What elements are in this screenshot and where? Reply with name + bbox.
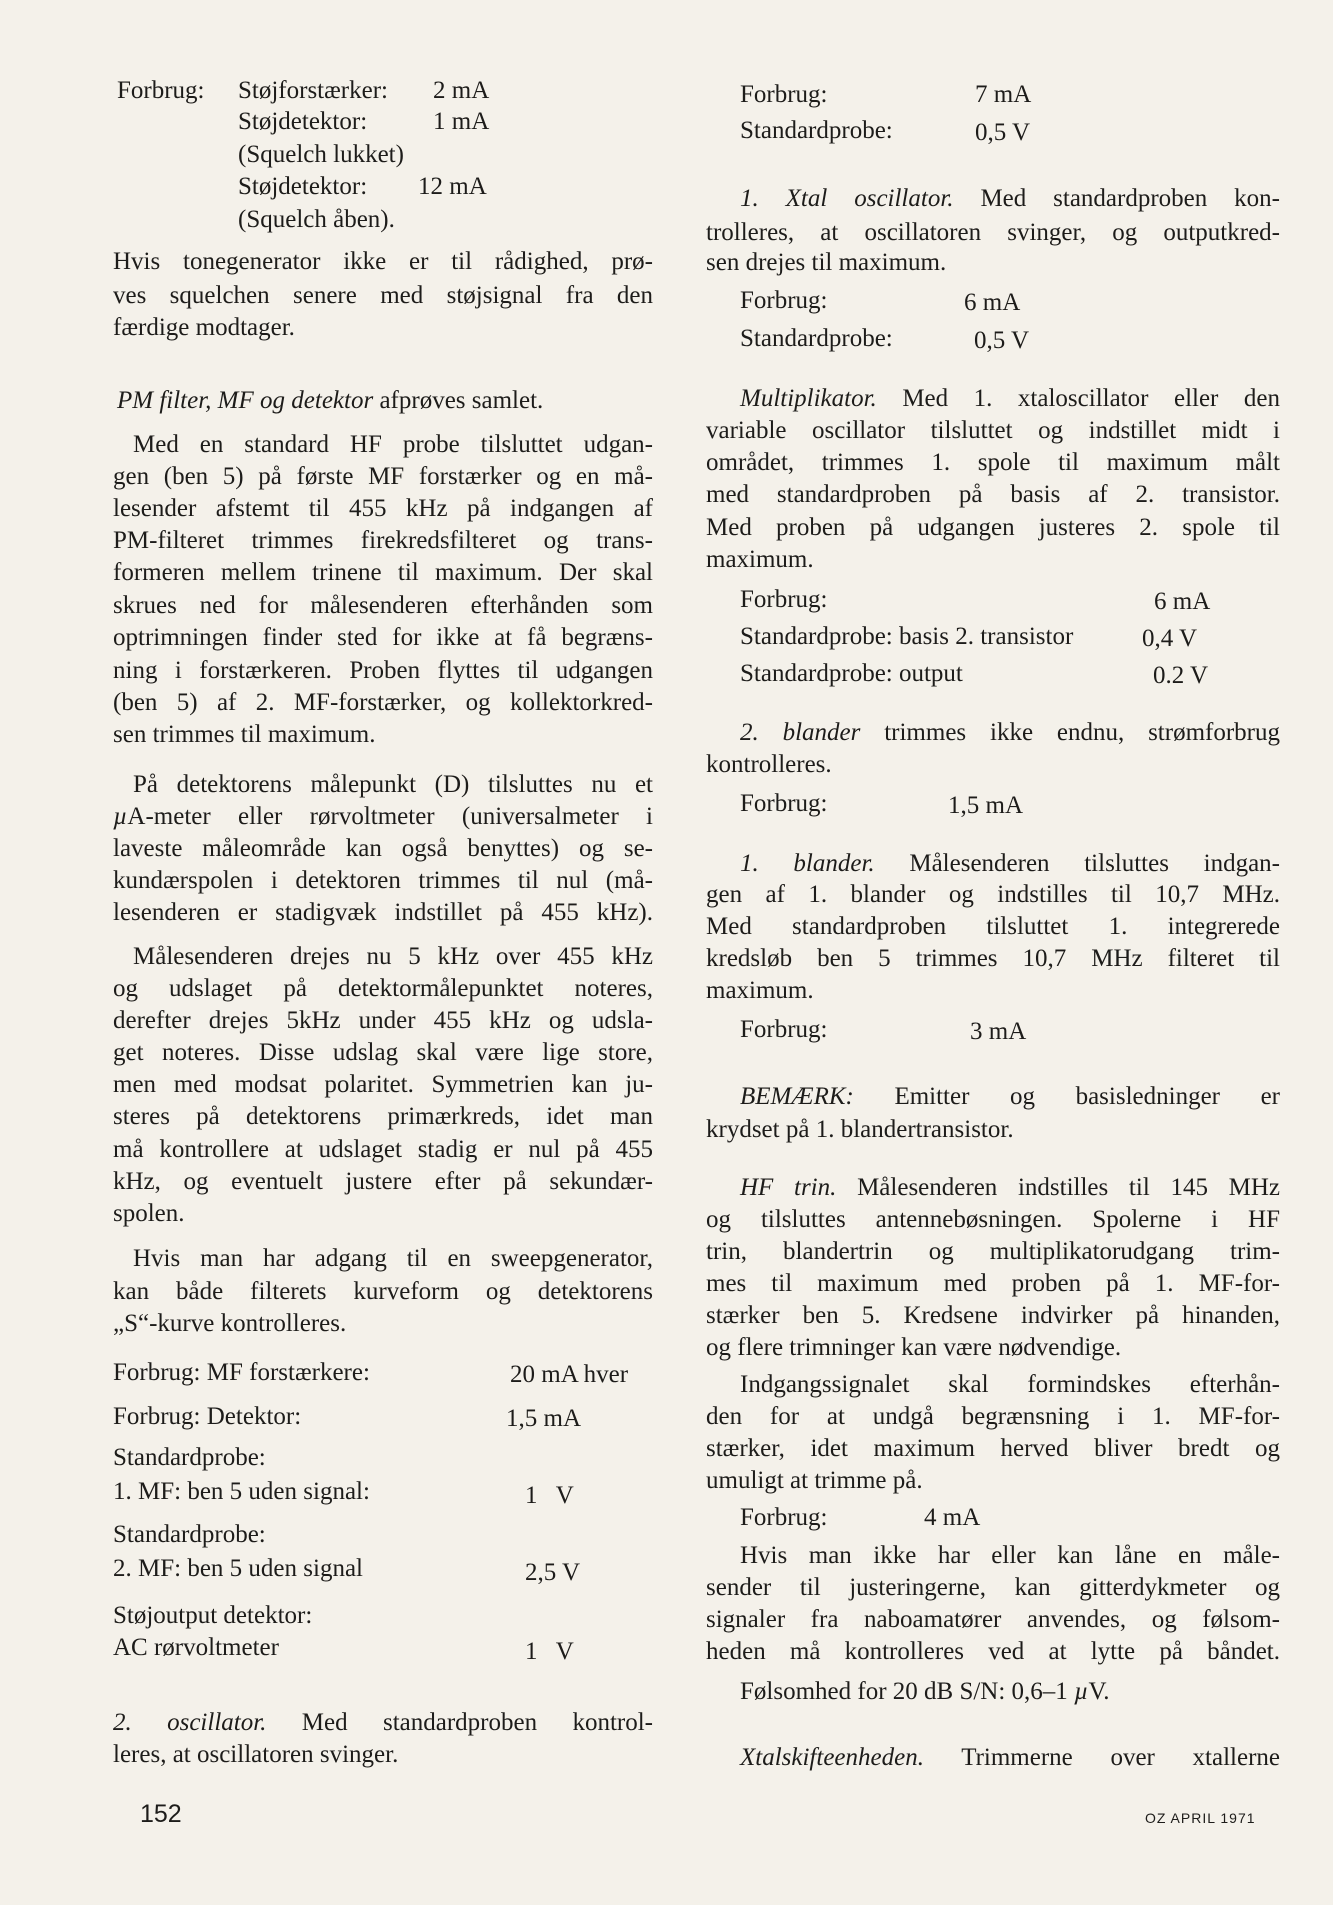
text-line: sender til justeringerne, kan gitterdykmeter og (706, 1574, 1280, 1601)
text-line: laveste måleområde kan også benyttes) og se- (113, 835, 653, 862)
text-line (706, 384, 1280, 414)
spec-value: 1 mA (433, 108, 490, 135)
text-line: kHz, og eventuelt justere efter på sekundær- (113, 1168, 653, 1195)
text-line: trin, blandertrin og multiplikatorudgang trim- (706, 1238, 1280, 1265)
text-line (113, 802, 653, 832)
text-line: På detektorens målepunkt (D) tilsluttes nu et (133, 771, 653, 798)
spec-item: Støjforstærker: (238, 77, 388, 104)
text-line (706, 1173, 1280, 1203)
section-title: Xtalskifteenheden. (740, 1744, 924, 1771)
consumption-label: Forbrug: (740, 1016, 828, 1043)
section-title: 2. blander (740, 719, 861, 746)
text-line (706, 849, 1280, 879)
spec-value: 3 mA (970, 1018, 1027, 1045)
text-line: kredsløb ben 5 trimmes 10,7 MHz filteret til (706, 945, 1280, 972)
spec-item: Støjdetektor: (238, 108, 368, 135)
section-title: PM filter, MF og detektor (117, 387, 374, 414)
text-line: Med en standard HF probe tilsluttet udgan- (133, 431, 653, 458)
micro-symbol: µ (1074, 1678, 1089, 1705)
table-heading: Standardprobe: (113, 1444, 266, 1471)
text-fragment: Trimmerne over xtallerne (961, 1744, 1280, 1771)
text-line (706, 1743, 1280, 1773)
text-line: maximum. (706, 977, 814, 1004)
table-value: 1 V (525, 1638, 574, 1665)
text-line: kan både filterets kurveform og detektorens (113, 1278, 653, 1305)
section-text: afprøves samlet. (379, 387, 544, 414)
section-title: 1. Xtal oscillator. (740, 185, 954, 212)
spec-value: 0.2 V (1153, 662, 1209, 689)
text-line: Målesenderen drejes nu 5 kHz over 455 kHz (133, 943, 653, 970)
consumption-label: Forbrug: (117, 77, 205, 104)
text-line: Hvis man ikke har eller kan låne en måle- (740, 1542, 1280, 1569)
text-line: stærker ben 5. Kredsene indvirker på hinanden, (706, 1302, 1280, 1329)
text-line: Indgangssignalet skal formindskes efterhån- (740, 1371, 1280, 1398)
text-line (113, 1708, 653, 1738)
table-label: Forbrug: MF forstærkere: (113, 1359, 370, 1386)
page-number: 152 (140, 1800, 182, 1828)
text-line: stærker, idet maximum herved bliver bredt og (706, 1435, 1280, 1462)
text-line: lesenderen er stadigvæk indstillet på 455 kHz). (113, 899, 653, 926)
text-line: Hvis man har adgang til en sweepgenerator, (133, 1245, 653, 1272)
consumption-label: Forbrug: (740, 287, 828, 314)
consumption-label: Forbrug: (740, 790, 828, 817)
consumption-label: Forbrug: (740, 586, 828, 613)
section-heading (117, 386, 543, 416)
text-line: gen (ben 5) på første MF forstærker og en må- (113, 463, 653, 490)
text-line (740, 1677, 1110, 1707)
text-line: maximum. (706, 546, 814, 573)
micro-symbol: µ (113, 803, 128, 830)
section-title: BEMÆRK: (740, 1083, 854, 1110)
text-line: lesender afstemt til 455 kHz på indgangen af (113, 495, 653, 522)
text-line (706, 718, 1280, 748)
text-line: spolen. (113, 1200, 185, 1227)
text-line: PM-filteret trimmes firekredsfilteret og trans- (113, 527, 653, 554)
text-line: (ben 5) af 2. MF-forstærker, og kollektorkred- (113, 689, 653, 716)
text-fragment: Målesenderen indstilles til 145 MHz (857, 1174, 1281, 1201)
text-line: skrues ned for målesenderen efterhånden som (113, 592, 653, 619)
text-line: Hvis tonegenerator ikke er til rådighed, prø- (113, 248, 653, 275)
spec-value: 0,4 V (1142, 625, 1198, 652)
text-fragment: Følsomhed for 20 dB S/N: 0,6–1 (740, 1678, 1068, 1705)
text-line: ves squelchen senere med støjsignal fra den (113, 282, 653, 309)
text-line: get noteres. Disse udslag skal være lige store, (113, 1039, 653, 1066)
text-line: Med standardproben tilsluttet 1. integrerede (706, 913, 1280, 940)
spec-item: Støjdetektor: (238, 173, 368, 200)
table-label: AC rørvoltmeter (113, 1634, 279, 1661)
text-line (706, 184, 1280, 214)
spec-value: 6 mA (964, 289, 1021, 316)
text-line: må kontrollere at udslaget stadig er nul på 455 (113, 1136, 653, 1163)
text-line: trolleres, at oscillatoren svinger, og outputkred- (706, 219, 1280, 246)
section-title: 1. blander. (740, 850, 875, 877)
consumption-label: Forbrug: (740, 1504, 828, 1531)
text-fragment: A-meter eller rørvoltmeter (universalmeter i (127, 803, 653, 830)
text-line: variable oscillator tilsluttet og indstillet midt i (706, 417, 1280, 444)
text-line: med standardproben på basis af 2. transistor. (706, 481, 1280, 508)
table-value: 20 mA hver (510, 1361, 629, 1388)
text-line: færdige modtager. (113, 314, 295, 341)
spec-label: Standardprobe: (740, 117, 893, 144)
text-line: kontrolleres. (706, 751, 832, 778)
text-line: steres på detektorens primærkreds, idet man (113, 1103, 653, 1130)
spec-value: 0,5 V (975, 119, 1031, 146)
table-heading: Standardprobe: (113, 1521, 266, 1548)
section-title: Multiplikator. (740, 385, 877, 412)
spec-value: 12 mA (418, 173, 487, 200)
text-line: Med proben på udgangen justeres 2. spole til (706, 514, 1280, 541)
spec-value: 0,5 V (974, 327, 1030, 354)
text-line: den for at undgå begrænsning i 1. MF-for- (706, 1403, 1280, 1430)
text-line: ning i forstærkeren. Proben flyttes til udgangen (113, 657, 653, 684)
text-fragment: Med standardproben kontrol- (301, 1709, 653, 1736)
text-line: og flere trimninger kan være nødvendige. (706, 1334, 1122, 1361)
table-value: 1,5 mA (506, 1405, 581, 1432)
table-heading: Støjoutput detektor: (113, 1602, 313, 1629)
text-fragment: Emitter og basisledninger er (894, 1083, 1280, 1110)
text-line: og udslaget på detektormålepunktet noteres, (113, 975, 653, 1002)
section-title: 2. oscillator. (113, 1709, 267, 1736)
section-title: HF trin. (740, 1174, 837, 1201)
text-line: derefter drejes 5kHz under 455 kHz og udsla- (113, 1007, 653, 1034)
text-fragment: Med 1. xtaloscillator eller den (902, 385, 1280, 412)
text-line: området, trimmes 1. spole til maximum målt (706, 449, 1280, 476)
text-line: men med modsat polaritet. Symmetrien kan ju- (113, 1071, 653, 1098)
text-line: formeren mellem trinene til maximum. Der skal (113, 559, 653, 586)
text-fragment: V. (1088, 1678, 1110, 1705)
spec-value: 6 mA (1154, 588, 1211, 615)
text-line: umuligt at trimme på. (706, 1467, 923, 1494)
table-value: 2,5 V (525, 1559, 581, 1586)
magazine-issue: OZ APRIL 1971 (1145, 1810, 1256, 1826)
text-line: mes til maximum med proben på 1. MF-for- (706, 1270, 1280, 1297)
text-line: krydset på 1. blandertransistor. (706, 1116, 1014, 1143)
table-label: Forbrug: Detektor: (113, 1403, 302, 1430)
text-line (706, 1082, 1280, 1112)
spec-label: Standardprobe: basis 2. transistor (740, 623, 1074, 650)
text-line: sen trimmes til maximum. (113, 721, 376, 748)
text-line: signaler fra naboamatører anvendes, og følsom- (706, 1606, 1280, 1633)
text-line: gen af 1. blander og indstilles til 10,7 MHz. (706, 881, 1280, 908)
consumption-label: Forbrug: (740, 81, 828, 108)
text-line: kundærspolen i detektoren trimmes til nul (må- (113, 867, 653, 894)
text-fragment: trimmes ikke endnu, strømforbrug (884, 719, 1280, 746)
text-line: optrimningen finder sted for ikke at få begræns- (113, 624, 653, 651)
spec-value: 4 mA (924, 1504, 981, 1531)
table-value: 1 V (525, 1482, 574, 1509)
text-fragment: Med standardproben kon- (980, 185, 1281, 212)
spec-value: 7 mA (975, 81, 1032, 108)
spec-note: (Squelch lukket) (238, 141, 404, 168)
table-label: 1. MF: ben 5 uden signal: (113, 1478, 370, 1505)
spec-value: 1,5 mA (948, 792, 1023, 819)
text-line: sen drejes til maximum. (706, 249, 947, 276)
text-fragment: Målesenderen tilsluttes indgan- (909, 850, 1280, 877)
spec-note: (Squelch åben). (238, 206, 395, 233)
text-line: leres, at oscillatoren svinger. (113, 1741, 399, 1768)
spec-label: Standardprobe: output (740, 660, 963, 687)
table-label: 2. MF: ben 5 uden signal (113, 1555, 363, 1582)
spec-label: Standardprobe: (740, 325, 893, 352)
spec-value: 2 mA (433, 77, 490, 104)
text-line: „S“-kurve kontrolleres. (113, 1310, 347, 1337)
text-line: og tilsluttes antennebøsningen. Spolerne i HF (706, 1206, 1280, 1233)
text-line: heden må kontrolleres ved at lytte på båndet. (706, 1638, 1280, 1665)
